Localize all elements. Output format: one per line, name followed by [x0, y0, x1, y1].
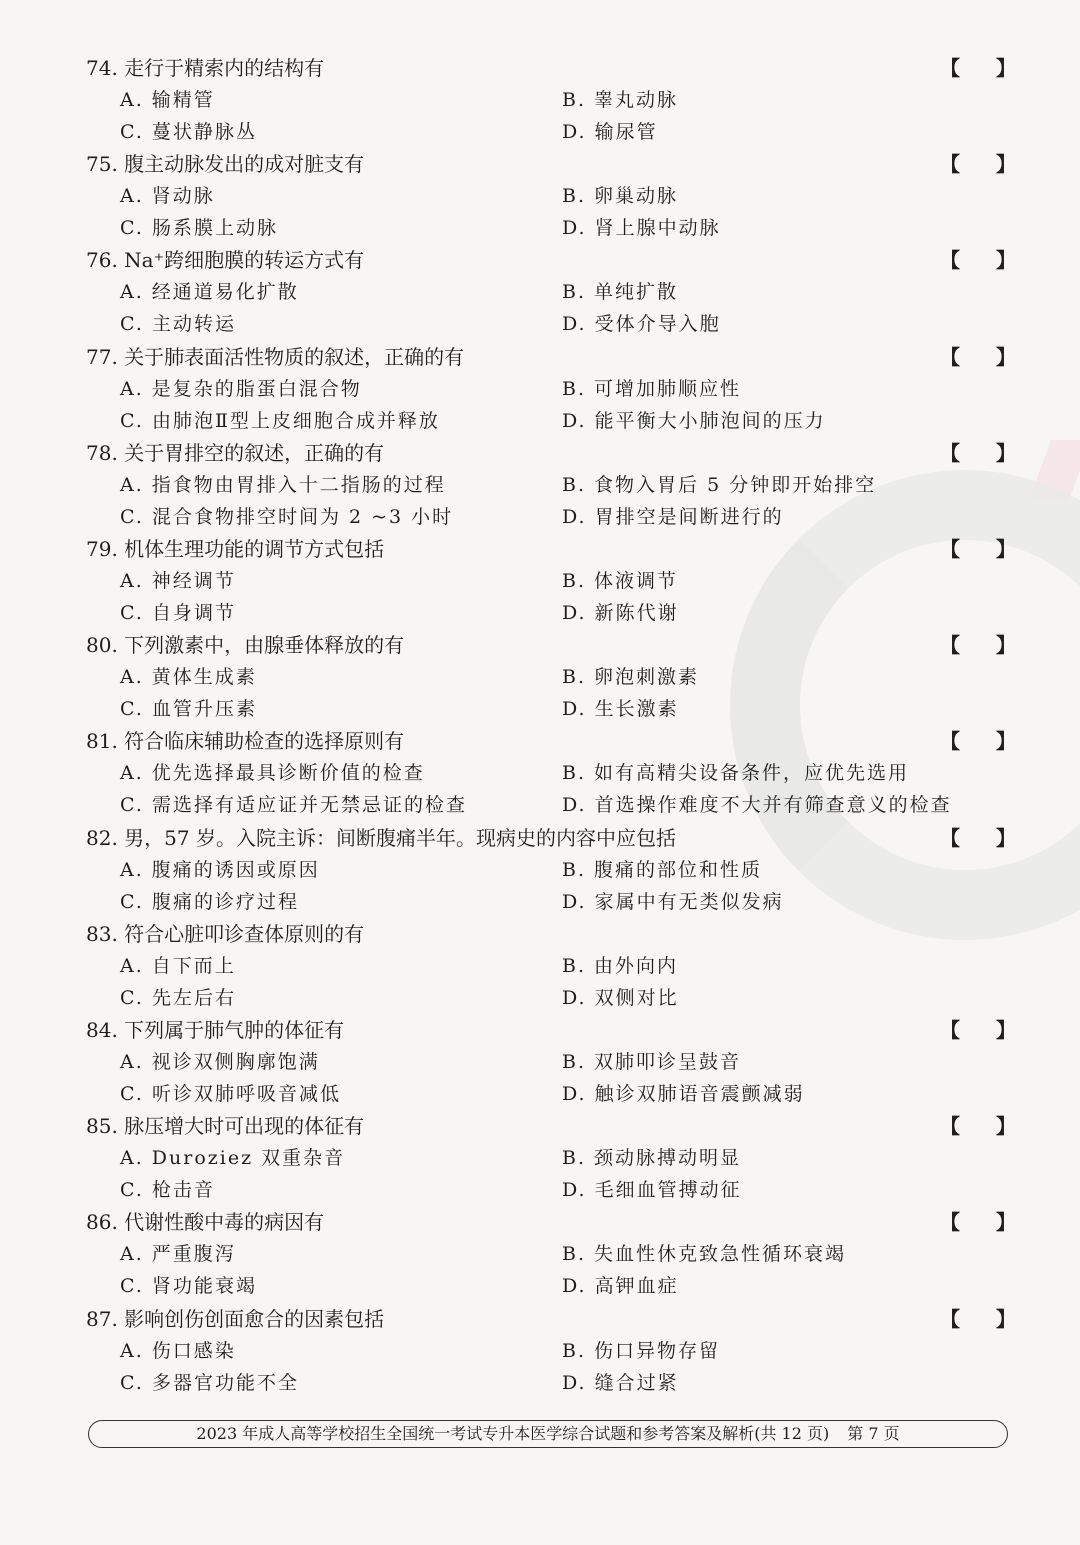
option-a: A. Duroziez 双重杂音 [120, 1147, 346, 1170]
question-stem: 80. 下列激素中，由腺垂体释放的有 [86, 633, 405, 658]
question-stem: 85. 脉压增大时可出现的体征有 [86, 1114, 365, 1139]
option-a: A. 神经调节 [120, 570, 236, 592]
bracket-close: 】 [996, 56, 1016, 80]
question-item [0, 725, 1080, 821]
option-b: B. 双肺叩诊呈鼓音 [562, 1051, 742, 1073]
bracket-close: 】 [996, 825, 1016, 850]
footer-title: 2023 年成人高等学校招生全国统一考试专升本医学综合试题和参考答案及解析(共 12 页) [196, 1424, 830, 1443]
answer-bracket [940, 1014, 1016, 1046]
bracket-open: 【 [940, 537, 960, 561]
option-d: D. 双侧对比 [562, 986, 679, 1009]
option-c: C. 腹痛的诊疗过程 [120, 890, 299, 913]
question-stem: 76. Na⁺跨细胞膜的转运方式有 [86, 248, 365, 273]
question-stem: 77. 关于肺表面活性物质的叙述，正确的有 [86, 344, 465, 369]
option-d: D. 高钾血症 [562, 1275, 679, 1298]
bracket-open: 【 [940, 825, 960, 850]
question-item [0, 1110, 1080, 1206]
question-stem: 78. 关于胃排空的叙述，正确的有 [86, 440, 385, 465]
option-a: A. 肾动脉 [120, 185, 215, 208]
question-item [0, 148, 1080, 244]
answer-bracket [940, 533, 1016, 565]
option-b: B. 由外向内 [562, 954, 679, 977]
question-stem: 79. 机体生理功能的调节方式包括 [86, 537, 385, 561]
question-item [0, 1206, 1080, 1302]
option-a: A. 输精管 [120, 89, 215, 111]
option-a: A. 腹痛的诱因或原因 [120, 858, 320, 881]
bracket-open: 【 [940, 248, 960, 273]
answer-bracket [940, 822, 1016, 854]
answer-bracket [940, 1110, 1016, 1142]
bracket-open: 【 [940, 440, 960, 465]
option-c: C. 血管升压素 [120, 698, 257, 721]
bracket-open: 【 [940, 1114, 960, 1139]
option-b: B. 颈动脉搏动明显 [562, 1147, 742, 1170]
option-c: C. 肾功能衰竭 [120, 1275, 257, 1298]
bracket-close: 】 [996, 248, 1016, 273]
option-a: A. 指食物由胃排入十二指肠的过程 [120, 473, 446, 496]
option-c: C. 多器官功能不全 [120, 1371, 299, 1394]
answer-bracket [940, 1206, 1016, 1238]
question-stem: 84. 下列属于肺气肿的体征有 [86, 1018, 345, 1042]
option-c: C. 自身调节 [120, 602, 236, 624]
option-a: A. 视诊双侧胸廓饱满 [120, 1051, 320, 1073]
answer-bracket [940, 244, 1016, 276]
option-d: D. 胃排空是间断进行的 [562, 505, 784, 528]
question-stem: 74. 走行于精索内的结构有 [86, 56, 325, 80]
question-item [0, 1303, 1080, 1399]
question-item [0, 437, 1080, 533]
option-b: B. 体液调节 [562, 570, 679, 592]
question-stem: 87. 影响创伤创面愈合的因素包括 [86, 1306, 385, 1331]
question-stem: 83. 符合心脏叩诊查体原则的有 [86, 921, 365, 946]
bracket-open: 【 [940, 344, 960, 369]
answer-bracket [940, 52, 1016, 84]
answer-bracket [940, 341, 1016, 373]
bracket-open: 【 [940, 1018, 960, 1042]
option-d: D. 首选操作难度不大并有筛查意义的检查 [562, 794, 952, 817]
bracket-open: 【 [940, 729, 960, 754]
bracket-close: 】 [996, 633, 1016, 658]
question-item [0, 629, 1080, 725]
option-c: C. 先左后右 [120, 986, 236, 1009]
bracket-close: 】 [996, 344, 1016, 369]
option-c: C. 由肺泡Ⅱ型上皮细胞合成并释放 [120, 409, 440, 432]
option-c: C. 需选择有适应证并无禁忌证的检查 [120, 794, 467, 817]
bracket-close: 】 [996, 537, 1016, 561]
question-item [0, 822, 1080, 918]
bracket-close: 】 [996, 1210, 1016, 1235]
option-c: C. 主动转运 [120, 313, 236, 336]
bracket-open: 【 [940, 1210, 960, 1235]
option-b: B. 睾丸动脉 [562, 89, 679, 111]
question-stem: 86. 代谢性酸中毒的病因有 [86, 1210, 325, 1235]
bracket-close: 】 [996, 152, 1016, 177]
bracket-close: 】 [996, 729, 1016, 754]
question-stem: 81. 符合临床辅助检查的选择原则有 [86, 729, 405, 754]
option-a: A. 优先选择最具诊断价值的检查 [120, 762, 425, 785]
answer-bracket [940, 437, 1016, 469]
option-a: A. 经通道易化扩散 [120, 281, 299, 304]
option-b: B. 卵巢动脉 [562, 185, 679, 208]
option-c: C. 枪击音 [120, 1179, 215, 1202]
option-d: D. 触诊双肺语音震颤减弱 [562, 1083, 805, 1105]
option-b: B. 卵泡刺激素 [562, 666, 700, 689]
bracket-open: 【 [940, 633, 960, 658]
bracket-open: 【 [940, 1306, 960, 1331]
footer-page-number: 第 7 页 [847, 1424, 900, 1443]
answer-bracket [940, 725, 1016, 757]
option-d: D. 输尿管 [562, 121, 658, 143]
question-item [0, 918, 1080, 1014]
page-footer [88, 1420, 1008, 1448]
option-d: D. 生长激素 [562, 698, 679, 721]
question-stem: 82. 男，57 岁。入院主诉：间断腹痛半年。现病史的内容中应包括 [86, 825, 676, 850]
option-c: C. 蔓状静脉丛 [120, 121, 257, 143]
question-stem: 75. 腹主动脉发出的成对脏支有 [86, 152, 365, 177]
option-b: B. 伤口异物存留 [562, 1339, 721, 1362]
bracket-close: 】 [996, 440, 1016, 465]
option-d: D. 肾上腺中动脉 [562, 217, 721, 240]
bracket-close: 】 [996, 1018, 1016, 1042]
answer-bracket [940, 148, 1016, 180]
question-item [0, 533, 1080, 629]
option-a: A. 自下而上 [120, 954, 236, 977]
option-c: C. 听诊双肺呼吸音减低 [120, 1083, 341, 1105]
option-b: B. 单纯扩散 [562, 281, 679, 304]
option-a: A. 严重腹泻 [120, 1243, 236, 1266]
bracket-open: 【 [940, 152, 960, 177]
option-a: A. 伤口感染 [120, 1339, 236, 1362]
question-item [0, 52, 1080, 148]
question-item [0, 1014, 1080, 1110]
question-item [0, 341, 1080, 437]
option-b: B. 失血性休克致急性循环衰竭 [562, 1243, 847, 1266]
option-c: C. 肠系膜上动脉 [120, 217, 278, 240]
option-d: D. 毛细血管搏动征 [562, 1179, 742, 1202]
option-a: A. 黄体生成素 [120, 666, 257, 689]
option-b: B. 腹痛的部位和性质 [562, 858, 763, 881]
answer-bracket [940, 1303, 1016, 1335]
bracket-close: 】 [996, 1306, 1016, 1331]
option-c: C. 混合食物排空时间为 2 ~3 小时 [120, 505, 454, 528]
option-d: D. 缝合过紧 [562, 1371, 679, 1394]
question-item [0, 244, 1080, 340]
option-b: B. 食物入胃后 5 分钟即开始排空 [562, 473, 877, 496]
option-b: B. 如有高精尖设备条件，应优先选用 [562, 762, 910, 785]
option-b: B. 可增加肺顺应性 [562, 377, 742, 400]
option-a: A. 是复杂的脂蛋白混合物 [120, 377, 362, 400]
bracket-close: 】 [996, 1114, 1016, 1139]
option-d: D. 能平衡大小肺泡间的压力 [562, 409, 826, 432]
option-d: D. 新陈代谢 [562, 602, 679, 624]
bracket-open: 【 [940, 56, 960, 80]
option-d: D. 家属中有无类似发病 [562, 890, 784, 913]
answer-bracket [940, 629, 1016, 661]
option-d: D. 受体介导入胞 [562, 313, 721, 336]
